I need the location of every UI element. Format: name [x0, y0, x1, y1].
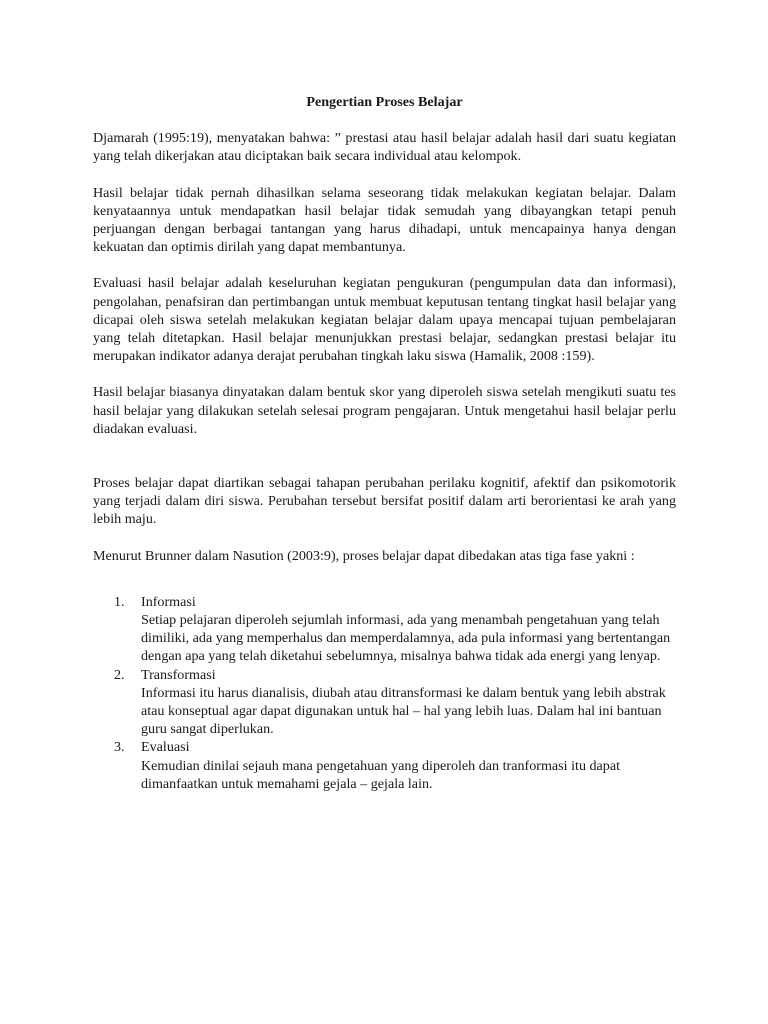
paragraph-learning-process: Proses belajar dapat diartikan sebagai tahapan perubahan perilaku kognitif, afektif dan psikomotorik yang terjadi dalam diri siswa. Perubahan tersebut bersifat positif dalam arti berorientasi ke arah yang lebih maju. — [93, 475, 676, 528]
document-title: Pengertian Proses Belajar — [306, 94, 463, 110]
list-item-number: 2. — [114, 666, 125, 683]
list-item-number: 3. — [114, 739, 125, 756]
list-item — [93, 666, 676, 739]
paragraph-learning-outcome: Hasil belajar tidak pernah dihasilkan selama seseorang tidak melakukan kegiatan belajar. Dalam kenyataannya untuk mendapatkan hasil belajar tidak semudah yang dibayangkan tetapi penuh perjuangan dengan berbagai tantangan yang harus dihadapi, untuk mencapainya hanya dengan kekuatan dan optimis dirilah yang dapat membantunya. — [93, 184, 676, 256]
list-item — [93, 738, 676, 793]
list-item-number: 1. — [114, 593, 125, 610]
paragraph-definition: Djamarah (1995:19), menyatakan bahwa: ” prestasi atau hasil belajar adalah hasil dari suatu kegiatan yang telah dikerjakan atau diciptakan baik secara individual atau kelompok. — [93, 130, 676, 165]
phase-list — [93, 593, 676, 793]
list-item-heading: Transformasi — [141, 666, 216, 683]
document-page — [93, 93, 676, 793]
list-item-description: Kemudian dinilai sejauh mana pengetahuan yang diperoleh dan tranformasi itu dapat dimanfaatkan untuk memahami gejala – gejala lain. — [141, 757, 621, 792]
list-item-heading: Evaluasi — [141, 739, 190, 756]
paragraph-score: Hasil belajar biasanya dinyatakan dalam bentuk skor yang diperoleh siswa setelah mengikuti suatu tes hasil belajar yang dilakukan setelah selesai program pengajaran. Untuk mengetahui hasil belajar perlu diadakan evaluasi. — [93, 384, 676, 437]
list-item — [93, 593, 676, 666]
paragraph-brunner-phases: Menurut Brunner dalam Nasution (2003:9), proses belajar dapat dibedakan atas tiga fase yakni : — [93, 547, 635, 564]
list-item-description: Setiap pelajaran diperoleh sejumlah informasi, ada yang menambah pengetahuan yang telah dimiliki, ada yang memperhalus dan memperdalamnya, ada pula informasi yang bertentangan dengan apa yang telah diketahui sebelumnya, misalnya bahwa tidak ada energi yang lenyap. — [141, 612, 671, 665]
list-item-heading: Informasi — [141, 593, 196, 610]
paragraph-evaluation: Evaluasi hasil belajar adalah keseluruhan kegiatan pengukuran (pengumpulan data dan informasi), pengolahan, penafsiran dan pertimbangan untuk membuat keputusan tentang tingkat hasil belajar yang dicapai oleh siswa setelah melakukan kegiatan belajar dalam upaya mencapai tujuan pembelajaran yang telah ditetapkan. Hasil belajar menunjukkan prestasi belajar, sedangkan prestasi belajar itu merupakan indikator adanya derajat perubahan tingkah laku siswa (Hamalik, 2008 :159). — [93, 275, 676, 365]
list-item-description: Informasi itu harus dianalisis, diubah atau ditransformasi ke dalam bentuk yang lebih abstrak atau konseptual agar dapat digunakan untuk hal – hal yang lebih luas. Dalam hal ini bantuan guru sangat diperlukan. — [141, 684, 666, 738]
